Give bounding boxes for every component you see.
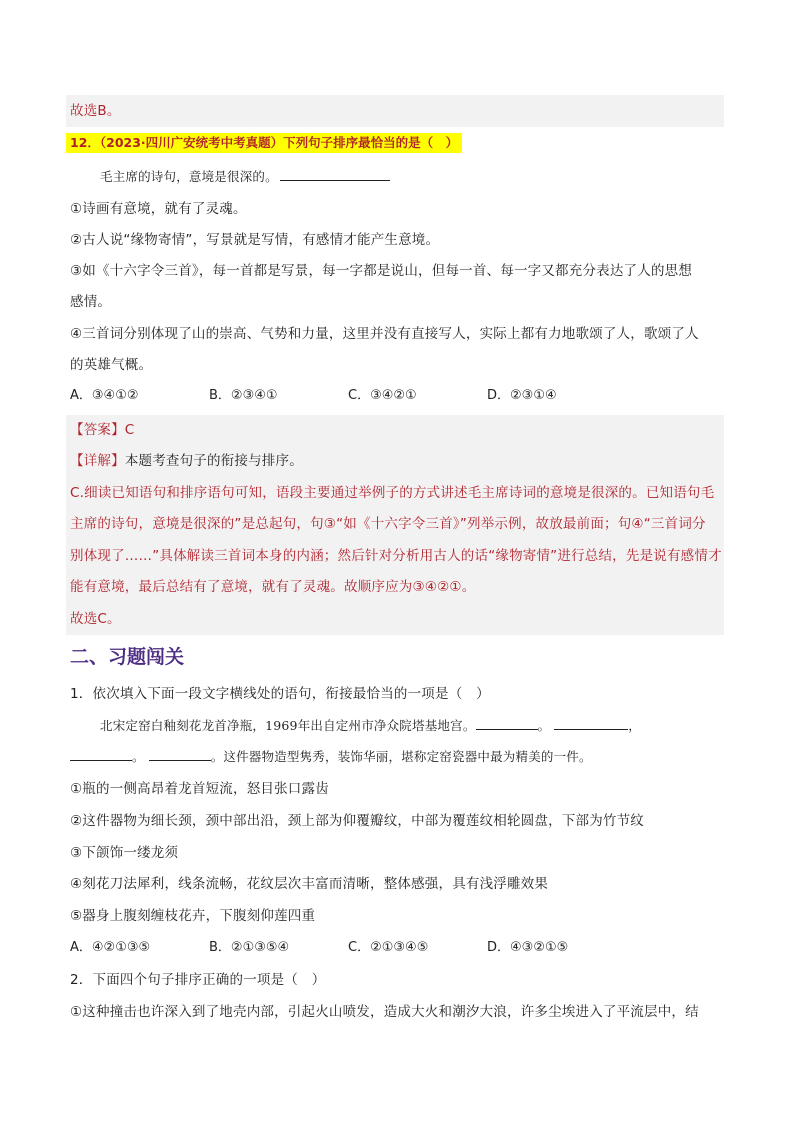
- q12-answer: 【答案】C: [70, 422, 135, 438]
- q1-blank-2: [554, 717, 628, 730]
- q12-item-1: ①诗画有意境，就有了灵魂。: [70, 201, 247, 217]
- q1-option-d: D．④③②①⑤: [487, 940, 569, 955]
- q12-stem-blank: [280, 168, 390, 181]
- q12-detail-line-2: 主席的诗句，意境是很深的”是总起句，句③“如《十六字令三首》”列举示例，故放最前面；句④“三首词分: [70, 516, 706, 532]
- q1-option-a: A．④②①③⑤: [70, 940, 151, 955]
- q12-stem: 毛主席的诗句，意境是很深的。: [100, 167, 390, 187]
- q12-item-4-cont: 的英雄气概。: [70, 357, 153, 373]
- section-title: 二、习题闯关: [70, 646, 185, 668]
- q1-blank-3: [70, 748, 132, 761]
- q12-detail-label: 【详解】: [70, 453, 125, 469]
- q1-passage-line-1: 北宋定窑白釉刻花龙首净瓶，1969年出自定州市净众院塔基地宫。 。 ，: [100, 718, 641, 733]
- q1-option-c: C．②①③④⑤: [348, 940, 429, 955]
- q12-detail-head: 本题考查句子的衔接与排序。: [124, 453, 303, 469]
- q12-item-3: ③如《十六字令三首》，每一首都是写景，每一字都是说山，但每一首、每一字又都充分表达了人的思想: [70, 263, 693, 279]
- q12-item-3-cont: 感情。: [70, 294, 112, 310]
- q1-item-4: ④刻花刀法犀利，线条流畅，花纹层次丰富而清晰，整体感强，具有浅浮雕效果: [70, 876, 549, 892]
- q12-item-2: ②古人说“缘物寄情”，写景就是写情，有感情才能产生意境。: [70, 232, 440, 248]
- q12-header: 12．（2023·四川广安统考中考真题）下列句子排序最恰当的是（ ）: [66, 133, 462, 153]
- q12-option-a: A．③④①②: [70, 388, 139, 403]
- q1-item-3: ③下颌饰一缕龙须: [70, 845, 179, 861]
- q12-detail-line-4: 能有意境，最后总结有了意境，就有了灵魂。故顺序应为③④②①。: [70, 579, 476, 595]
- q11-conclusion: 故选B。: [70, 103, 121, 119]
- q1-passage-line-2: 。 。这件器物造型隽秀，装饰华丽，堪称定窑瓷器中最为精美的一件。: [70, 747, 592, 767]
- q12-detail-line-1: C.细读已知语句和排序语句可知，语段主要通过举例子的方式讲述毛主席诗词的意境是很深的。已知语句毛: [70, 485, 715, 501]
- q1-item-1: ①瓶的一侧高昂着龙首短流，怒目张口露齿: [70, 781, 329, 797]
- q1-item-2: ②这件器物为细长颈，颈中部出沿，颈上部为仰覆瓣纹，中部为覆莲纹相轮圆盘，下部为竹节纹: [70, 813, 645, 829]
- q2-header: 2．下面四个句子排序正确的一项是（ ）: [70, 972, 326, 988]
- q12-detail-line-3: 别体现了……”具体解读三首词本身的内涵；然后针对分析用古人的话“缘物寄情”进行总结，先是说有感情才: [70, 548, 722, 564]
- q12-conclusion: 故选C。: [70, 611, 121, 627]
- q12-option-c: C．③④②①: [348, 388, 417, 403]
- q2-item-1: ①这种撞击也许深入到了地壳内部，引起火山喷发，造成大火和潮汐大浪，许多尘埃进入了平流层中，结: [70, 1004, 699, 1020]
- answer-band: [66, 95, 724, 127]
- q12-detail: [70, 451, 303, 471]
- q1-item-5: ⑤器身上腹刻缠枝花卉，下腹刻仰莲四重: [70, 908, 316, 924]
- q1-blank-4: [149, 748, 211, 761]
- q1-option-b: B．②①③⑤④: [209, 940, 290, 955]
- q12-item-4: ④三首词分别体现了山的崇高、气势和力量，这里并没有直接写人，实际上都有力地歌颂了人，歌颂了人: [70, 326, 699, 342]
- q1-blank-1: [476, 717, 538, 730]
- q12-option-b: B．②③④①: [209, 388, 278, 403]
- q1-header: 1．依次填入下面一段文字横线处的语句，衔接最恰当的一项是（ ）: [70, 686, 490, 702]
- q12-option-d: D．②③①④: [487, 388, 557, 403]
